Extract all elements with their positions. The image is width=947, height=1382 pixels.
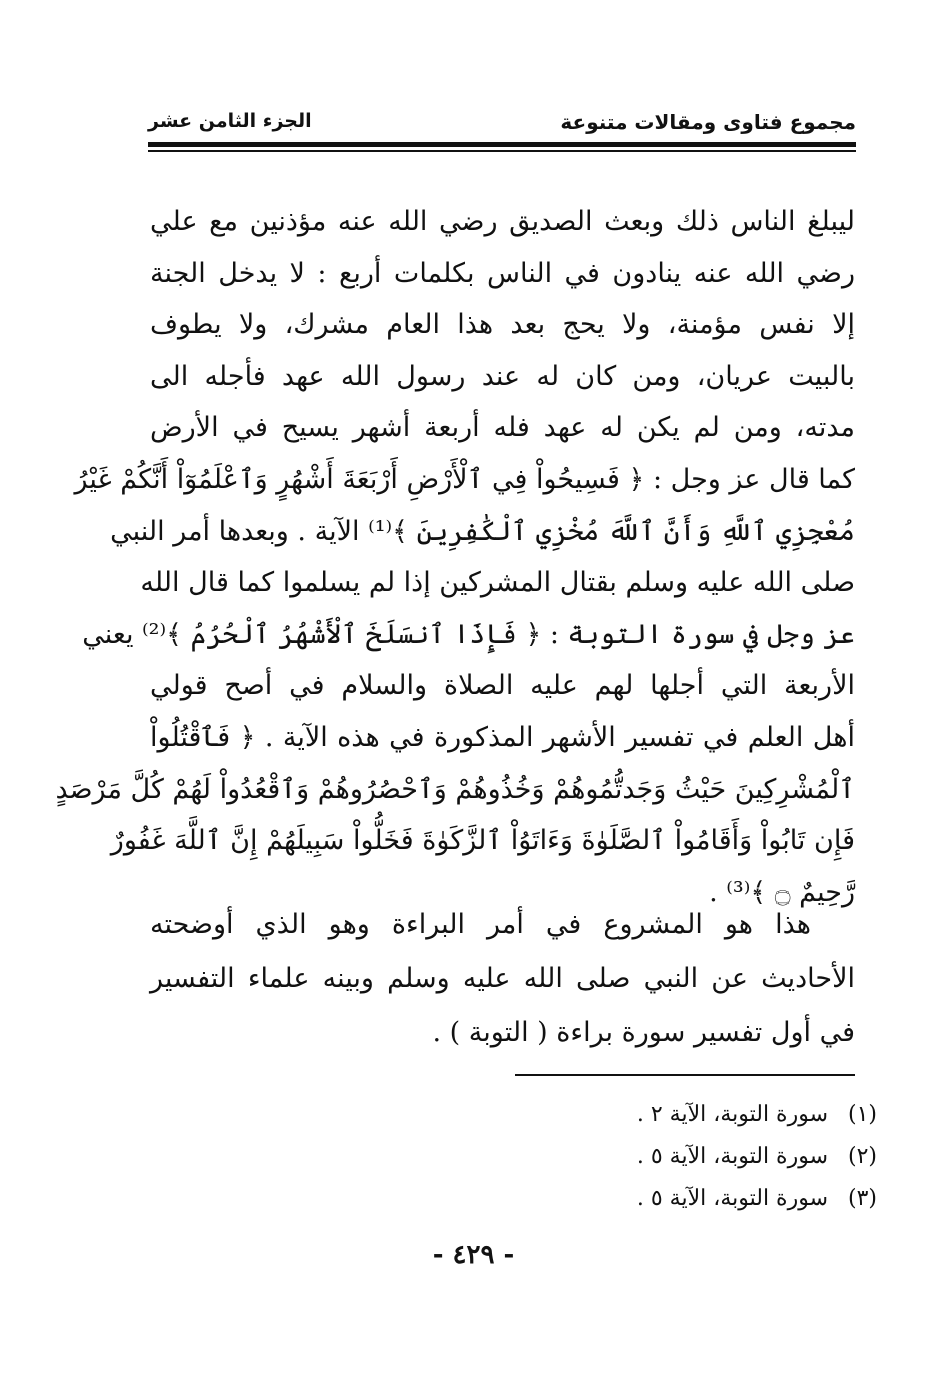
footnote-number: (١) bbox=[847, 1102, 877, 1127]
footnote-text: سورة التوبة، الآية ٥ . bbox=[636, 1144, 828, 1169]
quran-verse-line: مُعْجِزِي ٱللَّهِ وَأَنَّ ٱللَّهَ مُخْزِي ٱلْكَٰفِرِينَ ﴾⁽¹⁾ الآية . وبعدها أمر النبي bbox=[110, 515, 855, 547]
text-line: ليبلغ الناس ذلك وبعث الصديق رضي الله عنه مؤذنين مع علي bbox=[150, 206, 855, 237]
book-title: مجموع فتاوى ومقالات متنوعة bbox=[560, 110, 856, 134]
header-rule-thick bbox=[148, 142, 856, 147]
footnote-2 bbox=[477, 1136, 877, 1178]
quran-verse-line: كما قال عز وجل : ﴿ فَسِيحُواْ فِي ٱلْأَرْضِ أَرْبَعَةَ أَشْهُرٍ وَٱعْلَمُوٓاْ أَنَّكُمْ غَيْرُ bbox=[74, 463, 855, 495]
quran-verse-line: عز وجل في سورة التوبة : ﴿ فَإِذَا ٱنسَلَخَ ٱلْأَشْهُرُ ٱلْحُرُمُ ﴾⁽²⁾ يعني bbox=[82, 618, 855, 650]
page-header bbox=[148, 110, 856, 140]
footnote-separator bbox=[515, 1074, 855, 1076]
volume-label: الجزء الثامن عشر bbox=[148, 110, 312, 132]
text-line: الأحاديث عن النبي صلى الله عليه وسلم وبينه علماء التفسير bbox=[150, 963, 855, 994]
header-rule-thin bbox=[148, 150, 856, 152]
footnote-text: سورة التوبة، الآية ٥ . bbox=[636, 1186, 828, 1211]
text-line: أهل العلم في تفسير الأشهر المذكورة في هذه الآية . ﴿ فَٱقْتُلُواْ bbox=[150, 721, 855, 753]
text-line: بالبيت عريان، ومن كان له عند رسول الله عهد فأجله الى bbox=[150, 360, 855, 392]
text-line: مدته، ومن لم يكن له عهد فله أربعة أشهر يسيح في الأرض bbox=[150, 412, 855, 444]
quran-verse-line: فَإِن تَابُواْ وَأَقَامُواْ ٱلصَّلَوٰةَ وَءَاتَوُاْ ٱلزَّكَوٰةَ فَخَلُّواْ سَبِيلَهُمْ إِنَّ ٱللَّهَ غَفُورٌ bbox=[110, 825, 855, 857]
page-number: - ٤٢٩ - bbox=[432, 1240, 515, 1270]
text-line: صلى الله عليه وسلم بقتال المشركين إذا لم يسلموا كما قال الله bbox=[140, 567, 855, 599]
text-line: الأربعة التي أجلها لهم عليه الصلاة والسلام في أصح قولي bbox=[150, 670, 855, 702]
text-line: إلا نفس مؤمنة، ولا يحج بعد هذا العام مشرك، ولا يطوف bbox=[150, 309, 855, 341]
quran-verse-line: رَّحِيمٌ ۝ ﴾⁽³⁾ . bbox=[709, 876, 855, 908]
footnote-1 bbox=[477, 1094, 877, 1136]
text-line: رضي الله عنه ينادون في الناس بكلمات أربع : لا يدخل الجنة bbox=[150, 257, 855, 289]
quran-verse-line: ٱلْمُشْرِكِينَ حَيْثُ وَجَدتُّمُوهُمْ وَخُذُوهُمْ وَٱحْصُرُوهُمْ وَٱقْعُدُواْ لَهُمْ كُلَّ مَرْصَدٍ bbox=[55, 773, 855, 805]
paragraph-1 bbox=[55, 196, 855, 918]
footnote-3 bbox=[477, 1178, 877, 1220]
footnote-number: (٢) bbox=[847, 1144, 877, 1169]
footnote-number: (٣) bbox=[847, 1186, 877, 1211]
paragraph-2 bbox=[150, 898, 855, 1060]
footnote-text: سورة التوبة، الآية ٢ . bbox=[636, 1102, 828, 1127]
text-line: هذا هو المشروع في أمر البراءة وهو الذي أوضحته bbox=[150, 909, 811, 940]
text-line: في أول تفسير سورة براءة ( التوبة ) . bbox=[432, 1017, 855, 1048]
footnotes bbox=[477, 1094, 877, 1220]
